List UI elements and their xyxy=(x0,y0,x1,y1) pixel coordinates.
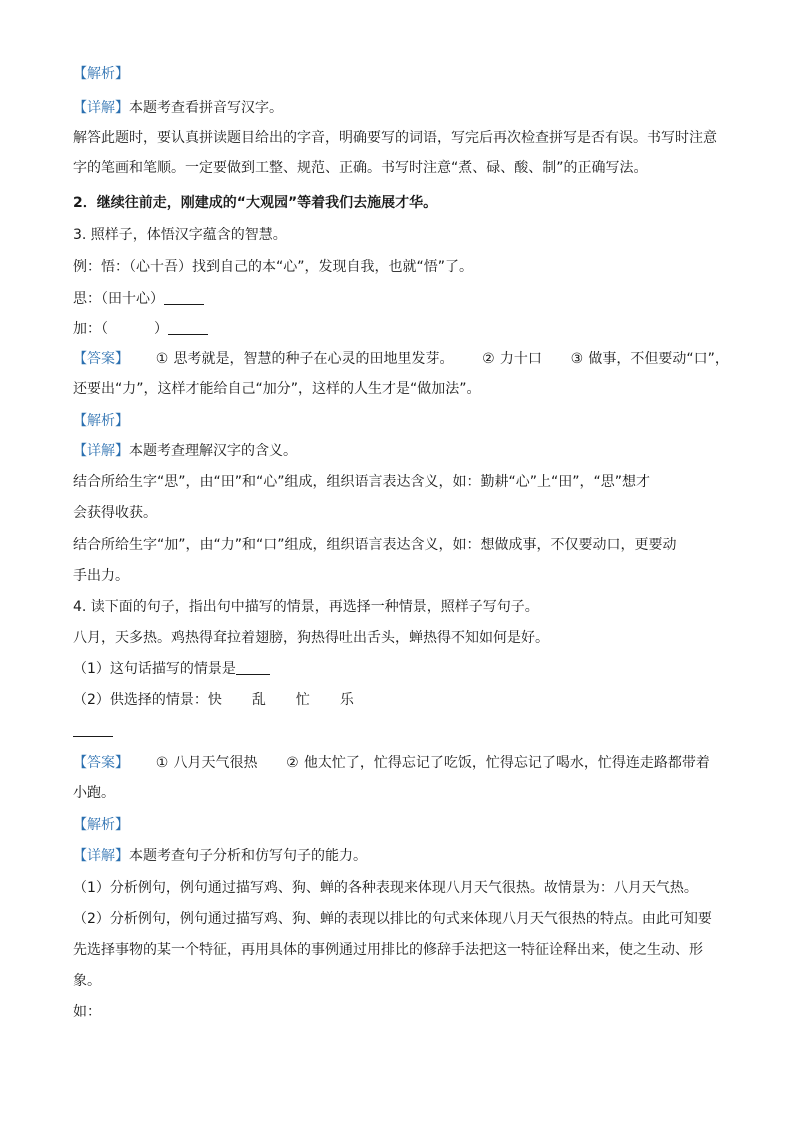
q4-answer-continuation: 小跑。 xyxy=(73,785,115,801)
q3-item-2-open: 加：（ xyxy=(73,321,108,337)
q4-option: 忙 xyxy=(295,692,310,708)
q3-answer-line xyxy=(73,349,733,369)
q3-answer-2-marker: ② xyxy=(482,351,495,367)
q3-item-2-blank[interactable] xyxy=(168,320,208,335)
q3-item-1-text: 思：（田十心） xyxy=(73,291,164,307)
q3-item-2-close: ） xyxy=(154,321,168,337)
q3-detail-line xyxy=(73,441,733,461)
detail-tag: 【详解】 xyxy=(73,443,129,459)
q3-explanation-line-4: 手出力。 xyxy=(73,568,129,584)
q4-sub-1-text: （1）这句话描写的情景是 xyxy=(73,661,236,677)
q3-answer-3-marker: ③ xyxy=(570,351,584,367)
q4-prompt: 4. 读下面的句子，指出句中描写的情景，再选择一种情景，照样子写句子。 xyxy=(73,599,539,615)
answer-tag: 【答案】 xyxy=(73,351,129,367)
q4-sub-2-blank[interactable] xyxy=(73,722,113,737)
q1-paragraph-line-1: 解答此题时，要认真拼读题目给出的字音，明确要写的词语，写完后再次检查拼写是否有误。书写时注意 xyxy=(73,130,717,146)
q3-answer-1-marker: ① xyxy=(155,351,169,367)
q1-paragraph-line-2: 字的笔画和笔顺。一定要做到工整、规范、正确。书写时注意“煮、碌、酸、制”的正确写法。 xyxy=(73,160,648,176)
q4-analysis-line-5: 如： xyxy=(73,1004,101,1020)
q4-detail-line xyxy=(73,846,733,866)
q3-prompt: 3. 照样子，体悟汉字蕴含的智慧。 xyxy=(73,227,287,243)
q4-sub-1 xyxy=(73,659,733,679)
q4-answer-2-marker: ② xyxy=(286,755,299,771)
analysis-tag: 【解析】 xyxy=(73,66,129,82)
q3-item-1 xyxy=(73,289,733,309)
q1-detail-text: 本题考查看拼音写汉字。 xyxy=(129,100,283,116)
q4-answer-1: 八月天气很热 xyxy=(173,755,258,771)
q4-answer-1-marker: ① xyxy=(155,755,169,771)
analysis-tag: 【解析】 xyxy=(73,413,129,429)
q4-analysis-line-3: 先选择事物的某一个特征，再用具体的事例通过用排比的修辞手法把这一特征诠释出来，使之生动、形 xyxy=(73,942,703,958)
q4-option: 乐 xyxy=(339,692,354,708)
q1-detail-line xyxy=(73,98,733,118)
q3-example: 例：悟：（心十吾）找到自己的本“心”，发现自我，也就“悟”了。 xyxy=(73,259,474,275)
q4-analysis-line-1: （1）分析例句，例句通过描写鸡、狗、蝉的各种表现来体现八月天气很热。故情景为：八月天气热。 xyxy=(73,880,698,896)
detail-tag: 【详解】 xyxy=(73,848,129,864)
q4-answer-line xyxy=(73,753,733,773)
q4-analysis-line-2: （2）分析例句，例句通过描写鸡、狗、蝉的表现以排比的句式来体现八月天气很热的特点。由此可知要 xyxy=(73,911,712,927)
q3-explanation-line-1: 结合所给生字“思”，由“田”和“心”组成，组织语言表达含义，如：勤耕“心”上“田”，“思”想才 xyxy=(73,474,651,490)
q4-sentence: 八月，天多热。鸡热得耷拉着翅膀，狗热得吐出舌头，蝉热得不知如何是好。 xyxy=(73,630,549,646)
q3-explanation-line-2: 会获得收获。 xyxy=(73,505,157,521)
q2-title: 2．继续往前走，刚建成的“大观园”等着我们去施展才华。 xyxy=(73,195,438,211)
q3-answer-1: 思考就是，智慧的种子在心灵的田地里发芽。 xyxy=(173,351,454,367)
analysis-tag: 【解析】 xyxy=(73,817,129,833)
q4-detail-text: 本题考查句子分析和仿写句子的能力。 xyxy=(129,848,367,864)
q4-option: 乱 xyxy=(251,692,266,708)
q4-sub-2-blank-line xyxy=(73,721,733,741)
q3-answer-3: 做事，不但要动“口”， xyxy=(588,351,729,367)
q4-analysis-line-4: 象。 xyxy=(73,973,101,989)
q3-answer-continuation: 还要出“力”，这样才能给自己“加分”，这样的人生才是“做加法”。 xyxy=(73,381,481,397)
q4-sub-2 xyxy=(73,690,733,710)
detail-tag: 【详解】 xyxy=(73,100,129,116)
q4-answer-2: 他太忙了，忙得忘记了吃饭，忙得忘记了喝水，忙得连走路都带着 xyxy=(303,755,710,771)
q3-item-1-blank[interactable] xyxy=(164,290,204,305)
q3-item-2 xyxy=(73,319,733,339)
answer-tag: 【答案】 xyxy=(73,755,129,771)
q3-answer-2: 力十口 xyxy=(499,351,542,367)
q4-sub-1-blank[interactable] xyxy=(236,660,270,675)
q4-sub-2-label: （2）供选择的情景： xyxy=(73,692,208,708)
q4-option: 快 xyxy=(207,692,222,708)
q3-explanation-line-3: 结合所给生字“加”，由“力”和“口”组成，组织语言表达含义，如：想做成事，不仅要动口，更要动 xyxy=(73,537,677,553)
q3-detail-text: 本题考查理解汉字的含义。 xyxy=(129,443,297,459)
